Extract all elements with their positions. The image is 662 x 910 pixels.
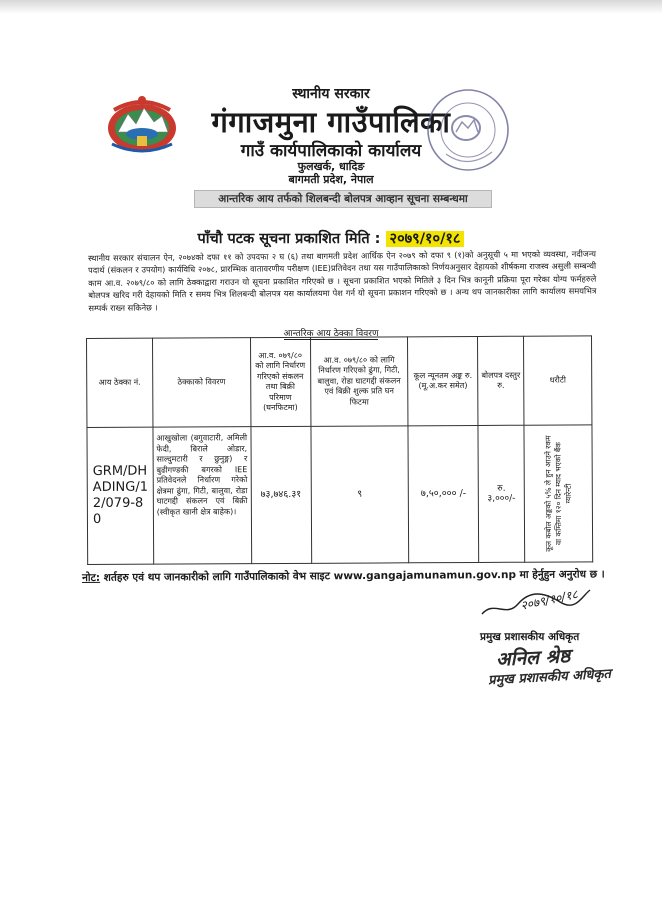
deposit-cell — [524, 425, 593, 562]
deposit-text: कूल कबोल अङ्कको ५% ले हुन आउने रकम वा कम्तिमा १२० दिन म्याद भएको बैंक ग्यारेन्टी — [543, 435, 573, 552]
col-header-deposit: धरौटी — [524, 336, 592, 425]
officer-title: प्रमुख प्रशासकीय अधिकृत — [480, 631, 580, 643]
table-header-row — [87, 336, 592, 428]
officer-name: अनिल श्रेष्ठ — [495, 645, 571, 671]
contract-id-cell — [87, 427, 154, 564]
address-line-1: फुलखर्क, धादिङ — [297, 160, 365, 173]
note-label: नोट: — [82, 571, 101, 584]
address-line-2: बागमती प्रदेश, नेपाल — [288, 173, 374, 186]
table-caption-text: आन्तरिक आय ठेक्का विवरण — [283, 329, 379, 339]
municipality-name: गंगाजमुना गाउँपालिका — [211, 105, 451, 139]
rate-cell: ९ — [310, 426, 408, 564]
contract-id: GRM/DHADING/12/079-80 — [92, 463, 149, 527]
description-cell: आखुखोला (बगुवाटारी, अमिली फेदी, बिराले ओडार, साल्दुमटारी र छुनुङ्ग) र बुढीगण्डकी बगरको IEE प्रतिवेदनले निर्धारण गरेको क्षेत्रमा ढुंगा, गिटी, बालुवा, रोडा घाटगद्दी संकलन एवं बिक्री (स्वीकृत खानी क्षेत्र बाहेक)। — [153, 427, 251, 565]
col-header-description: ठेक्काको विवरण — [152, 338, 250, 428]
col-header-contract-no: आय ठेक्का नं. — [87, 338, 153, 427]
notice-subject: आन्तरिक आय तर्फको शिलबन्दी बोलपत्र आव्हान सूचना सम्बन्धमा — [194, 190, 492, 208]
bid-fee-currency: रु. — [497, 483, 506, 494]
officer-title-stamp: प्रमुख प्रशासकीय अधिकृत — [487, 666, 612, 689]
office-seal-icon — [420, 84, 516, 180]
publication-line — [0, 228, 662, 248]
col-header-bid-fee: बोलपत्र दस्तुर रु. — [478, 336, 524, 425]
publication-date: २०७९/१०/१८ — [386, 231, 465, 247]
local-government-label: स्थानीय सरकार — [292, 86, 370, 102]
office-name: गाउँ कार्यपालिकाको कार्यालय — [240, 141, 422, 161]
col-header-minimum-total: कूल न्यूनतम अङ्क रु. (मू.अ.कर समेत) — [408, 336, 478, 425]
col-header-volume: आ.व. ०७९/८० को लागि निर्धारण गरिएको संकलन तथा बिक्री परिमाण (घनफिटमा) — [250, 337, 310, 426]
table-row — [87, 425, 593, 565]
minimum-total-cell: ७,५०,००० /- — [408, 425, 479, 562]
website-link[interactable]: www.gangajamunamun.gov.np — [333, 568, 517, 583]
revenue-contract-table — [86, 335, 593, 565]
note-suffix: मा हेर्नुहुन अनुरोध छ । — [519, 568, 605, 581]
bid-fee-cell — [478, 425, 525, 562]
col-header-rate: आ.व. ०७९/८० को लागि निर्धारण गरिएको ढुंगा, गिटी, बालुवा, रोडा घाटगद्दी संकलन एवं बिक्री शुल्क प्रति घन फिटमा — [310, 337, 408, 427]
scan-edge — [0, 0, 662, 14]
publication-prefix: पाँचौ पटक सूचना प्रकाशित मिति : — [197, 231, 381, 247]
bid-fee-amount: ३,०००/- — [487, 493, 516, 504]
volume-cell: ७३,७४६.३१ — [251, 426, 312, 563]
notice-body: स्थानीय सरकार संचालन ऐन, २०७४को दफा ११ को उपदफा २ घ (६) तथा बागमती प्रदेश आर्थिक ऐन २०७९ को दफा ९ (१)को अनुसूची ५ मा भएको व्यवस्था, नदीजन्य पदार्थ (संकलन र उपयोग) कार्यविधि २०७८, प्रारम्भिक वातावरणीय परीक्षण (IEE)प्रतिवेदन तथा यस गाउँपालिकाको निर्णयअनुसार देहायको शीर्षकमा राजस्व असुली सम्बन्धी काम आ.व. २०७९/८० को लागि ठेक्काद्वारा गराउन यो सूचना प्रकाशित गरिएको छ । सूचना प्रकाशित भएको मितिले ३ दिन भित्र कानूनी प्रक्रिया पूरा गरेका योग्य फर्महरुले बोलपत्र खरिद गरी देहायको मिति र समय भित्र शिलबन्दी बोलपत्र यस कार्यालयमा पेश गर्न यो सूचना प्रकाशन गरिएको छ । अन्य थप जानकारीका लागि कार्यालय समयभित्र सम्पर्क राख्न सकिनेछ । — [88, 248, 597, 313]
note-text: शर्तहरु एवं थप जानकारीको लागि गाउँपालिकाको वेभ साइट — [103, 570, 331, 584]
signature-date: २०७९/१०/१८ — [519, 587, 579, 613]
